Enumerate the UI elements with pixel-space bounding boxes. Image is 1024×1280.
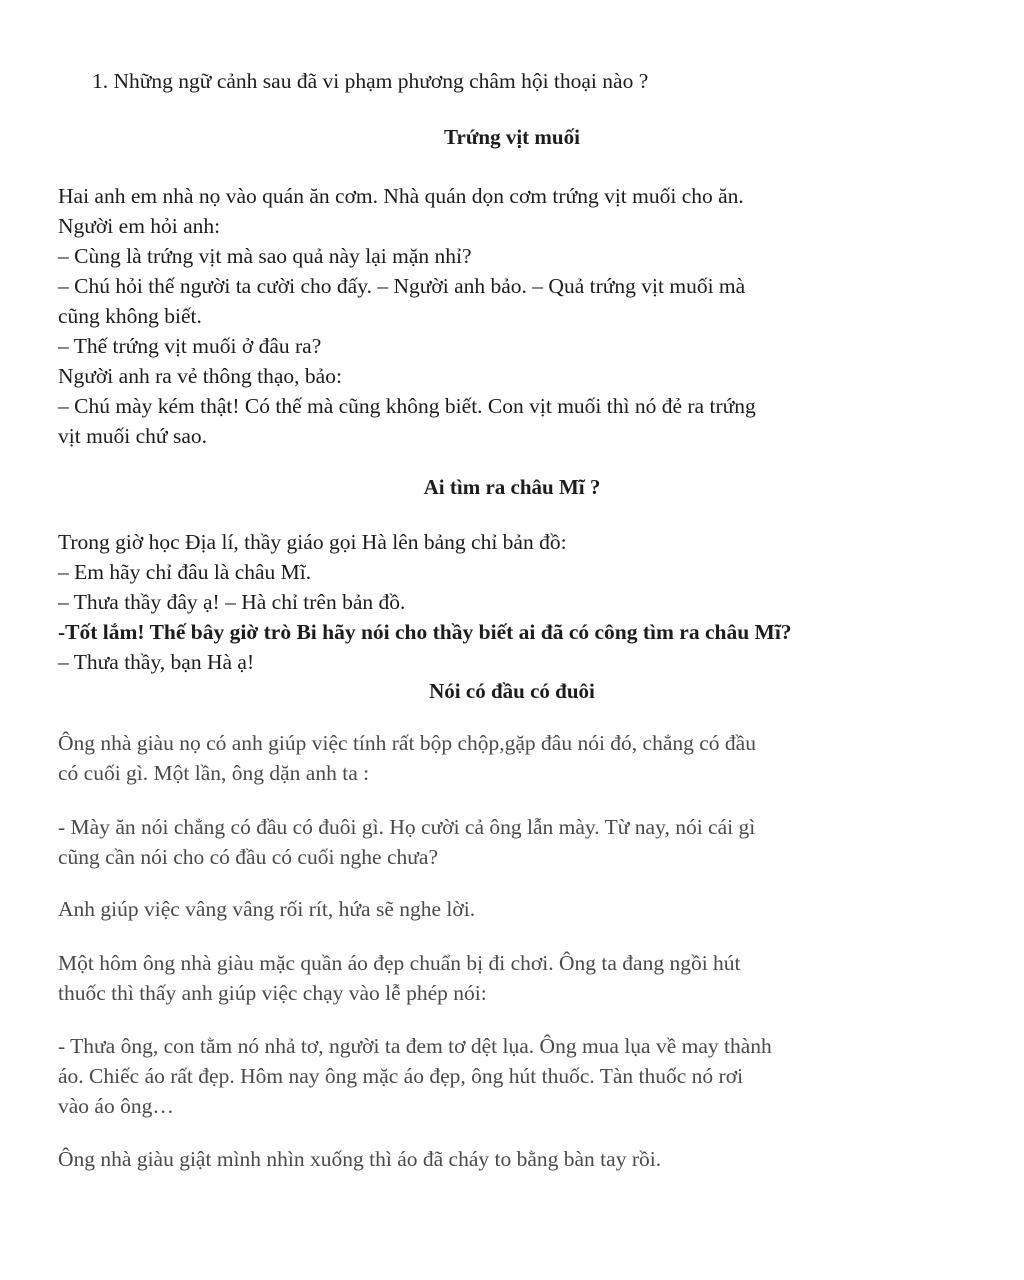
story1-line: – Chú mày kém thật! Có thế mà cũng không biết. Con vịt muối thì nó đẻ ra trứng	[58, 394, 756, 418]
story3-line: vào áo ông…	[58, 1094, 174, 1118]
story3-line: Ông nhà giàu nọ có anh giúp việc tính rất bộp chộp,gặp đâu nói đó, chẳng có đầu	[58, 731, 756, 755]
story3-line: - Mày ăn nói chẳng có đầu có đuôi gì. Họ cười cả ông lẫn mày. Từ nay, nói cái gì	[58, 815, 756, 839]
story1-title: Trứng vịt muối	[444, 125, 580, 149]
story2-line: -Tốt lắm! Thế bây giờ trò Bi hãy nói cho thầy biết ai đã có công tìm ra châu Mĩ?	[58, 620, 792, 644]
story1-body	[58, 181, 918, 451]
story1-line: – Thế trứng vịt muối ở đâu ra?	[58, 334, 322, 358]
story3-line: Ông nhà giàu giật mình nhìn xuống thì áo đã cháy to bằng bàn tay rồi.	[58, 1147, 662, 1171]
story2-body	[58, 527, 918, 677]
story3-paragraph	[58, 948, 918, 1008]
story2-line: – Em hãy chỉ đâu là châu Mĩ.	[58, 560, 312, 584]
story3-paragraph	[58, 728, 918, 788]
story1-line: – Chú hỏi thế người ta cười cho đấy. – Người anh bảo. – Quả trứng vịt muối mà	[58, 274, 746, 298]
story3-paragraph	[58, 812, 918, 872]
story3-line: - Thưa ông, con tằm nó nhả tơ, người ta đem tơ dệt lụa. Ông mua lụa về may thành	[58, 1034, 772, 1058]
story1-line: Hai anh em nhà nọ vào quán ăn cơm. Nhà quán dọn cơm trứng vịt muối cho ăn.	[58, 184, 744, 208]
story2-title: Ai tìm ra châu Mĩ ?	[423, 475, 601, 499]
story3-paragraph	[58, 1144, 918, 1174]
story3-line: Anh giúp việc vâng vâng rối rít, hứa sẽ nghe lời.	[58, 897, 476, 921]
story1-line: vịt muối chứ sao.	[58, 424, 207, 448]
story3-paragraph	[58, 1031, 918, 1121]
story3-line: thuốc thì thấy anh giúp việc chạy vào lễ phép nói:	[58, 981, 487, 1005]
story3-line: có cuối gì. Một lần, ông dặn anh ta :	[58, 761, 370, 785]
story2-line: Trong giờ học Địa lí, thầy giáo gọi Hà lên bảng chỉ bản đồ:	[58, 530, 567, 554]
story3-line: Một hôm ông nhà giàu mặc quần áo đẹp chuẩn bị đi chơi. Ông ta đang ngồi hút	[58, 951, 741, 975]
story3-line: áo. Chiếc áo rất đẹp. Hôm nay ông mặc áo đẹp, ông hút thuốc. Tàn thuốc nó rơi	[58, 1064, 744, 1088]
story1-line: Người em hỏi anh:	[58, 214, 221, 238]
story1-line: Người anh ra vẻ thông thạo, bảo:	[58, 364, 342, 388]
story1-line: – Cùng là trứng vịt mà sao quả này lại mặn nhỉ?	[58, 244, 472, 268]
story1-line: cũng không biết.	[58, 304, 202, 328]
story3-line: cũng cần nói cho có đầu có cuối nghe chưa?	[58, 845, 438, 869]
story3-title: Nói có đầu có đuôi	[429, 679, 595, 703]
story2-line: – Thưa thầy đây ạ! – Hà chỉ trên bản đồ.	[58, 590, 406, 614]
story2-line: – Thưa thầy, bạn Hà ạ!	[58, 650, 255, 674]
question-heading: 1. Những ngữ cảnh sau đã vi phạm phương châm hội thoại nào ?	[92, 69, 649, 93]
story3-paragraph	[58, 894, 918, 924]
